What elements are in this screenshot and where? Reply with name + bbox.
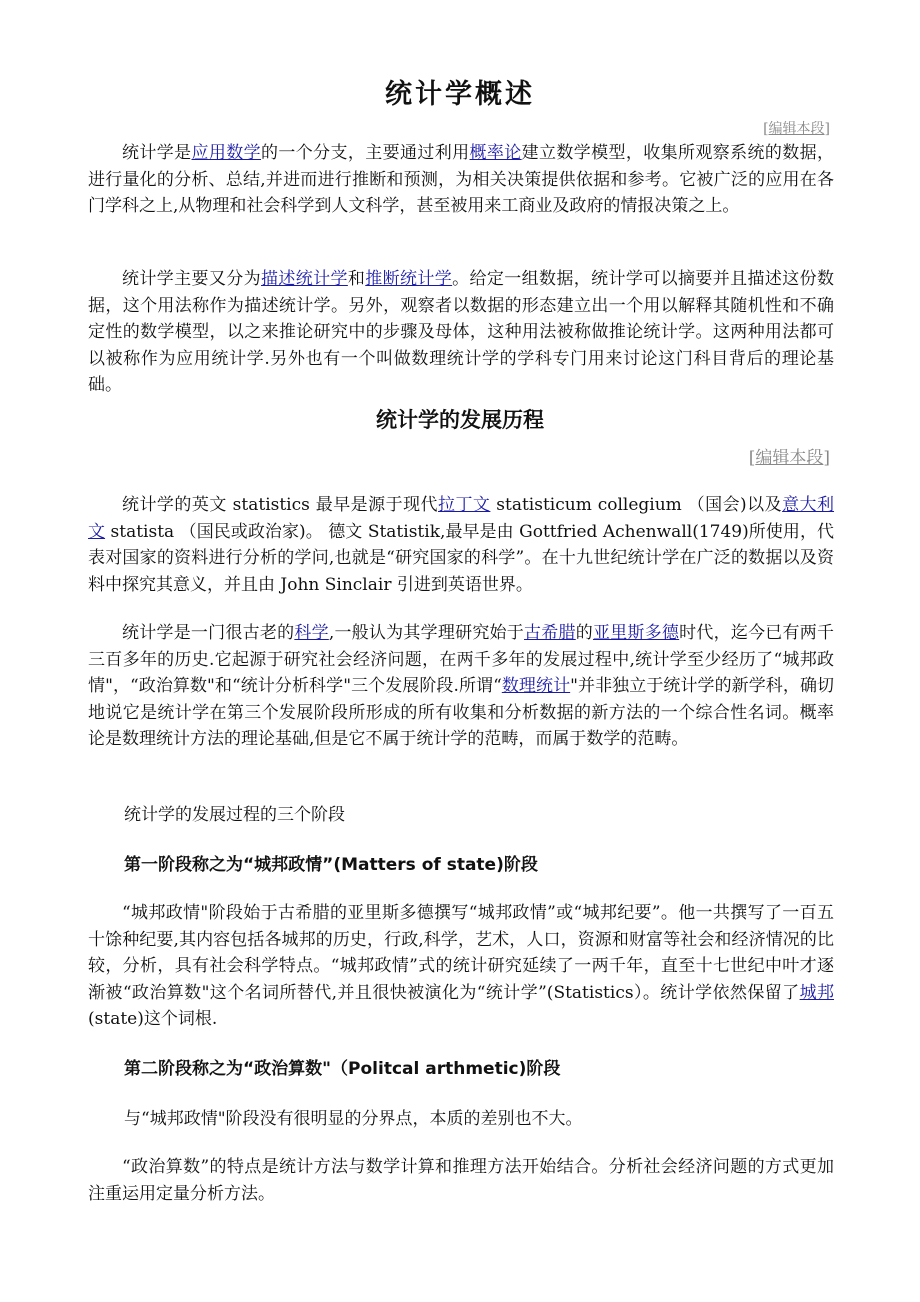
paragraph-ancient-science: 统计学是一门很古老的科学,一般认为其学理研究始于古希腊的亚里斯多德时代，迄今已有两千三百多年的历史.它起源于研究社会经济问题，在两千多年的发展过程中,统计学至少经历了“城邦政情"，“政治算数"和“统计分析科学"三个发展阶段.所谓“数理统计"并非独立于统计学的新学科，确切地说它是统计学在第三个发展阶段所形成的所有收集和分析数据的新方法的一个综合性名词。概率论是数理统计方法的理论基础,但是它不属于统计学的范畴，而属于数学的范畴。 [88, 623, 835, 749]
link-ancient-greece[interactable]: 古希腊 [524, 623, 576, 643]
link-probability[interactable]: 概率论 [469, 143, 522, 163]
paragraph-intro: 统计学是应用数学的一个分支，主要通过利用概率论建立数学模型，收集所观察系统的数据，进行量化的分析、总结,并进而进行推断和预测，为相关决策提供依据和参考。它被广泛的应用在各门学科之上,从物理和社会科学到人文科学，甚至被用来工商业及政府的情报决策之上。 [88, 143, 834, 216]
link-applied-math[interactable]: 应用数学 [191, 143, 261, 163]
paragraph-stage1: “城邦政情"阶段始于古希腊的亚里斯多德撰写“城邦政情”或“城邦纪要”。他一共撰写了一百五十馀种纪要,其内容包括各城邦的历史，行政,科学，艺术，人口，资源和财富等社会和经济情况的比较，分析，具有社会科学特点。“城邦政情”式的统计研究延续了一两千年，直至十七世纪中叶才逐渐被“政治算数"这个名词所替代,并且很快被演化为“统计学”(Statistics）。统计学依然保留了城邦(state)这个词根. [88, 903, 835, 1029]
paragraph-branches: 统计学主要又分为描述统计学和推断统计学。给定一组数据，统计学可以摘要并且描述这份数据，这个用法称作为描述统计学。另外，观察者以数据的形态建立出一个用以解释其随机性和不确定性的数学模型，以之来推论研究中的步骤及母体，这种用法被称做推论统计学。这两种用法都可以被称作为应用统计学.另外也有一个叫做数理统计学的学科专门用来讨论这门科目背后的理论基础。 [88, 269, 834, 395]
stages-intro-line: 统计学的发展过程的三个阶段 [124, 805, 345, 825]
edit-section-label-2[interactable]: 编辑本段 [755, 448, 824, 468]
link-mathematical-stats[interactable]: 数理统计 [501, 676, 571, 696]
edit-section-link[interactable]: [编辑本段] [763, 121, 830, 137]
stage2-boundary-line: 与“城邦政情"阶段没有很明显的分界点，本质的差别也不大。 [124, 1109, 583, 1129]
page-title: 统计学概述 [385, 79, 535, 110]
link-city-state[interactable]: 城邦 [799, 982, 835, 1003]
paragraph-etymology: 统计学的英文 statistics 最早是源于现代拉丁文 statisticum collegium （国会)以及意大利文 statista （国民或政治家)。 德文 Statistik,最早是由 Gottfried Achenwall(1749)所使用，代表对国家的资料进行分析的学问,也就是“研究国家的科学”。在十九世纪统计学在广泛的数据以及资料中探究其意义，并且由 John Sinclair 引进到英语世界。 [88, 495, 835, 595]
link-science[interactable]: 科学 [294, 623, 329, 643]
stage1-heading: 第一阶段称之为“城邦政情”(Matters of state)阶段 [124, 855, 538, 875]
link-latin[interactable]: 拉丁文 [438, 495, 491, 515]
stage2-heading: 第二阶段称之为“政治算数"（Politcal arthmetic)阶段 [124, 1059, 561, 1079]
link-inferential-stats[interactable]: 推断统计学 [365, 269, 453, 289]
edit-section-link-2[interactable]: [编辑本段] [748, 448, 830, 468]
paragraph-stage2: “政治算数”的特点是统计方法与数学计算和推理方法开始结合。分析社会经济问题的方式更加注重运用定量分析方法。 [88, 1157, 834, 1204]
link-italian[interactable]: 意大利文 [88, 495, 835, 542]
link-descriptive-stats[interactable]: 描述统计学 [261, 269, 348, 289]
section-heading-history: 统计学的发展历程 [376, 408, 544, 432]
edit-section-label[interactable]: 编辑本段 [768, 121, 825, 137]
link-aristotle[interactable]: 亚里斯多德 [592, 623, 680, 643]
